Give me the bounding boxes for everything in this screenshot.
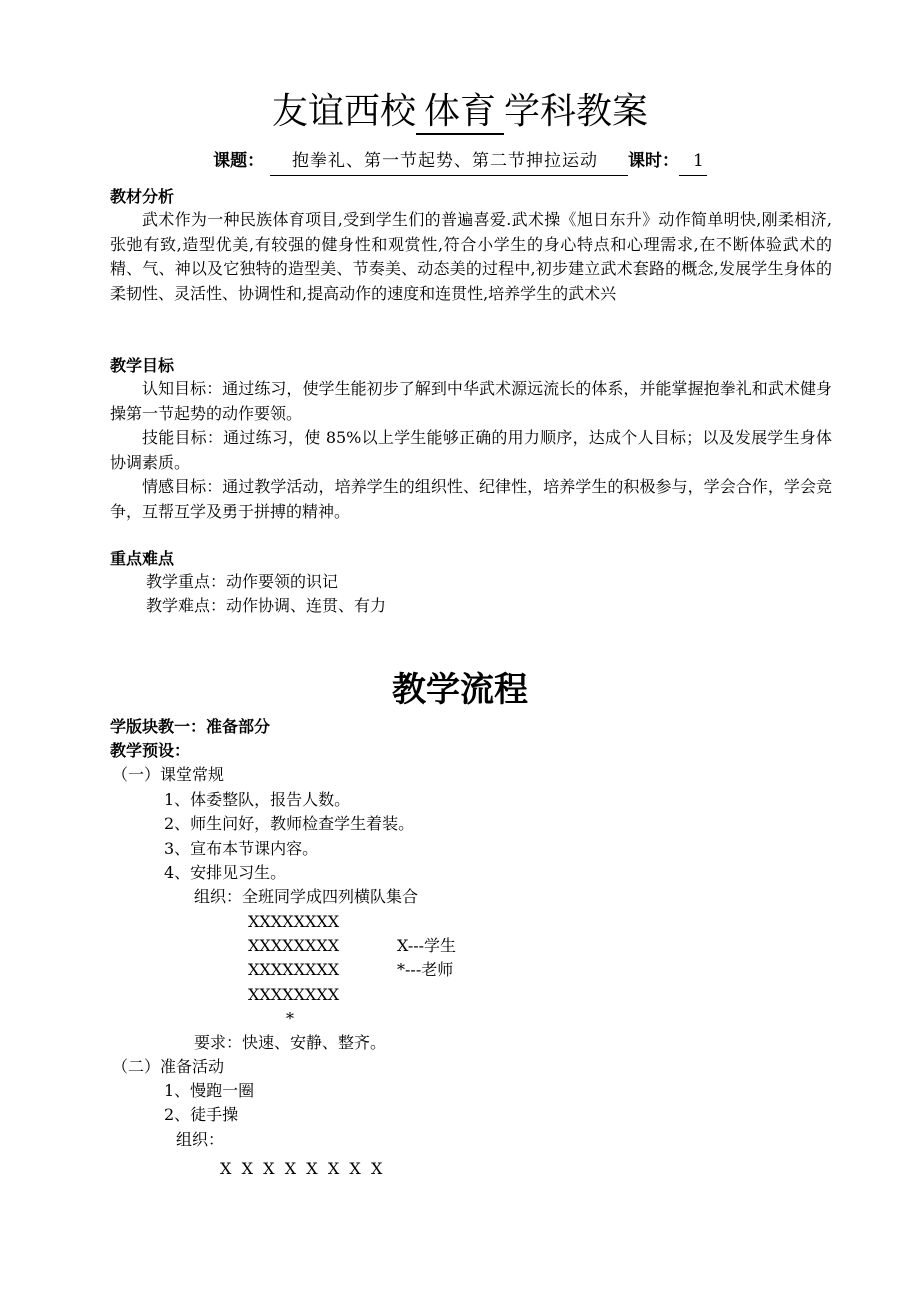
teaching-focus: 教学重点：动作要领的识记 (146, 572, 339, 591)
section-routine: （一）课堂常规 (112, 765, 225, 784)
title-prefix: 友谊西校 (271, 91, 416, 132)
analysis-text: 武术作为一种民族体育项目,受到学生们的普遍喜爱.武术操《旭日东升》动作简单明快,刚柔相济,张弛有致,造型优美,有较强的健身性和观赏性,符合小学生的身心特点和心理需求,在不断体验武术的精、气、神以及它独特的造型美、节奏美、动态美的过程中,初步建立武术套路的概念,发展学生身体的柔韧性、灵活性、协调性和,提高动作的速度和连贯性,培养学生的武术兴 (110, 210, 832, 303)
lesson-label: 课时： (628, 151, 680, 171)
warmup-item: 1、慢跑一圈 (164, 1081, 255, 1100)
keypoints-heading: 重点难点 (110, 549, 175, 568)
title-suffix: 学科教案 (504, 91, 649, 132)
section-warmup: （二）准备活动 (112, 1057, 225, 1076)
formation-row: XXXXXXXX (248, 936, 340, 955)
lesson-value: 1 (679, 147, 707, 176)
warmup-organization: 组织： (176, 1130, 225, 1149)
topic-value: 抱拳礼、第一节起势、第二节抻拉运动 (270, 147, 628, 176)
topic-label: 课题： (213, 151, 265, 171)
formation-row: XXXXXXXX (248, 960, 340, 979)
formation-row: XXXXXXXX (248, 912, 340, 931)
preset-heading: 教学预设： (110, 741, 191, 760)
goal-emotion: 情感目标：通过教学活动，培养学生的组织性、纪律性，培养学生的积极参与，学会合作，学会竞争，互帮互学及勇于拼搏的精神。 (110, 477, 832, 521)
teaching-difficulty: 教学难点：动作协调、连贯、有力 (146, 596, 387, 615)
routine-item: 4、安排见习生。 (164, 863, 287, 882)
document-title (0, 88, 920, 136)
routine-item: 1、体委整队，报告人数。 (164, 790, 351, 809)
warmup-item: 2、徒手操 (164, 1105, 239, 1124)
teacher-position: * (286, 1009, 294, 1028)
goal-cognitive: 认知目标：通过练习，使学生能初步了解到中华武术源远流长的体系，并能掌握抱拳礼和武术健身操第一节起势的动作要领。 (110, 379, 832, 423)
routine-item: 2、师生问好，教师检查学生着装。 (164, 814, 415, 833)
block-heading: 学版块教一：准备部分 (110, 717, 271, 736)
topic-line (0, 147, 920, 176)
legend-teacher: *---老师 (397, 960, 454, 979)
goal-skill: 技能目标：通过练习，使 85%以上学生能够正确的用力顺序，达成个人目标；以及发展学生身体协调素质。 (110, 428, 832, 472)
flow-heading: 教学流程 (392, 670, 528, 710)
analysis-heading: 教材分析 (110, 187, 175, 206)
formation-requirement: 要求：快速、安静、整齐。 (194, 1033, 387, 1052)
title-subject: 体育 (416, 91, 504, 135)
goals-heading: 教学目标 (110, 356, 175, 375)
formation-note: 组织：全班同学成四列横队集合 (194, 887, 419, 906)
routine-item: 3、宣布本节课内容。 (164, 839, 319, 858)
formation-row: XXXXXXXX (248, 985, 340, 1004)
legend-student: X---学生 (397, 936, 457, 955)
warmup-formation-row: X X X X X X X X (220, 1159, 383, 1178)
